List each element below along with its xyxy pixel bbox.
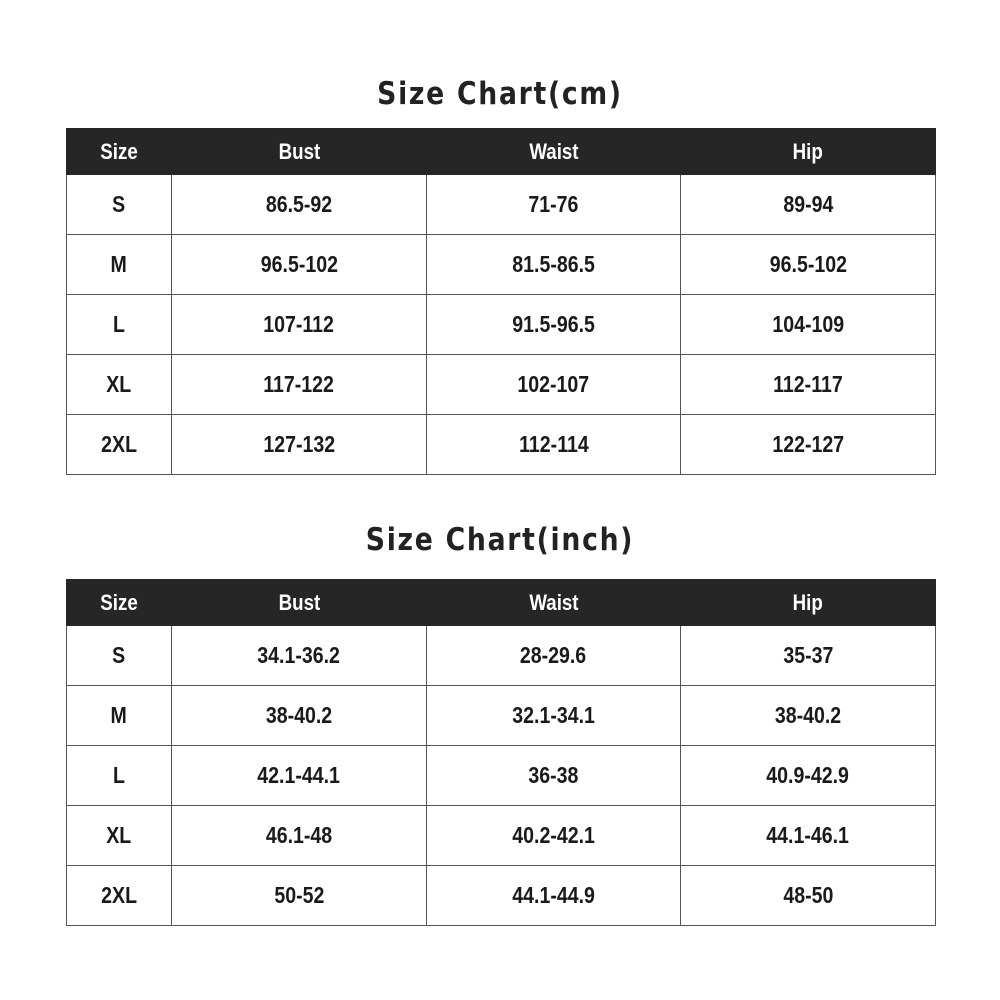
size-cell: XL — [67, 806, 172, 866]
hip-cell: 48-50 — [681, 866, 936, 926]
table-row — [67, 806, 936, 866]
table-row — [67, 415, 936, 475]
waist-cell: 44.1-44.9 — [427, 866, 681, 926]
column-header-size: Size — [67, 580, 172, 626]
inch-chart-title: Size Chart(inch) — [365, 522, 635, 558]
table-header-row — [67, 580, 936, 626]
table-row — [67, 235, 936, 295]
column-header-hip: Hip — [681, 580, 936, 626]
waist-cell: 81.5-86.5 — [427, 235, 681, 295]
size-cell: M — [67, 235, 172, 295]
size-cell: S — [67, 626, 172, 686]
hip-cell: 44.1-46.1 — [681, 806, 936, 866]
bust-cell: 96.5-102 — [172, 235, 427, 295]
column-header-size: Size — [67, 129, 172, 175]
column-header-bust: Bust — [172, 580, 427, 626]
hip-cell: 112-117 — [681, 355, 936, 415]
hip-cell: 96.5-102 — [681, 235, 936, 295]
hip-cell: 89-94 — [681, 175, 936, 235]
bust-cell: 38-40.2 — [172, 686, 427, 746]
inch-size-table — [66, 579, 936, 926]
waist-cell: 32.1-34.1 — [427, 686, 681, 746]
waist-cell: 112-114 — [427, 415, 681, 475]
size-cell: XL — [67, 355, 172, 415]
bust-cell: 42.1-44.1 — [172, 746, 427, 806]
size-cell: 2XL — [67, 866, 172, 926]
hip-cell: 38-40.2 — [681, 686, 936, 746]
bust-cell: 50-52 — [172, 866, 427, 926]
bust-cell: 86.5-92 — [172, 175, 427, 235]
waist-cell: 40.2-42.1 — [427, 806, 681, 866]
bust-cell: 117-122 — [172, 355, 427, 415]
size-cell: S — [67, 175, 172, 235]
table-row — [67, 746, 936, 806]
hip-cell: 35-37 — [681, 626, 936, 686]
waist-cell: 71-76 — [427, 175, 681, 235]
waist-cell: 102-107 — [427, 355, 681, 415]
column-header-hip: Hip — [681, 129, 936, 175]
waist-cell: 91.5-96.5 — [427, 295, 681, 355]
size-cell: L — [67, 746, 172, 806]
waist-cell: 36-38 — [427, 746, 681, 806]
table-row — [67, 866, 936, 926]
hip-cell: 104-109 — [681, 295, 936, 355]
table-row — [67, 175, 936, 235]
size-cell: M — [67, 686, 172, 746]
waist-cell: 28-29.6 — [427, 626, 681, 686]
hip-cell: 40.9-42.9 — [681, 746, 936, 806]
cm-size-table — [66, 128, 936, 475]
bust-cell: 107-112 — [172, 295, 427, 355]
table-row — [67, 295, 936, 355]
bust-cell: 127-132 — [172, 415, 427, 475]
cm-chart-title: Size Chart(cm) — [377, 76, 623, 112]
hip-cell: 122-127 — [681, 415, 936, 475]
column-header-bust: Bust — [172, 129, 427, 175]
table-row — [67, 355, 936, 415]
table-header-row — [67, 129, 936, 175]
size-cell: L — [67, 295, 172, 355]
bust-cell: 34.1-36.2 — [172, 626, 427, 686]
size-cell: 2XL — [67, 415, 172, 475]
column-header-waist: Waist — [427, 129, 681, 175]
column-header-waist: Waist — [427, 580, 681, 626]
bust-cell: 46.1-48 — [172, 806, 427, 866]
table-row — [67, 626, 936, 686]
table-row — [67, 686, 936, 746]
